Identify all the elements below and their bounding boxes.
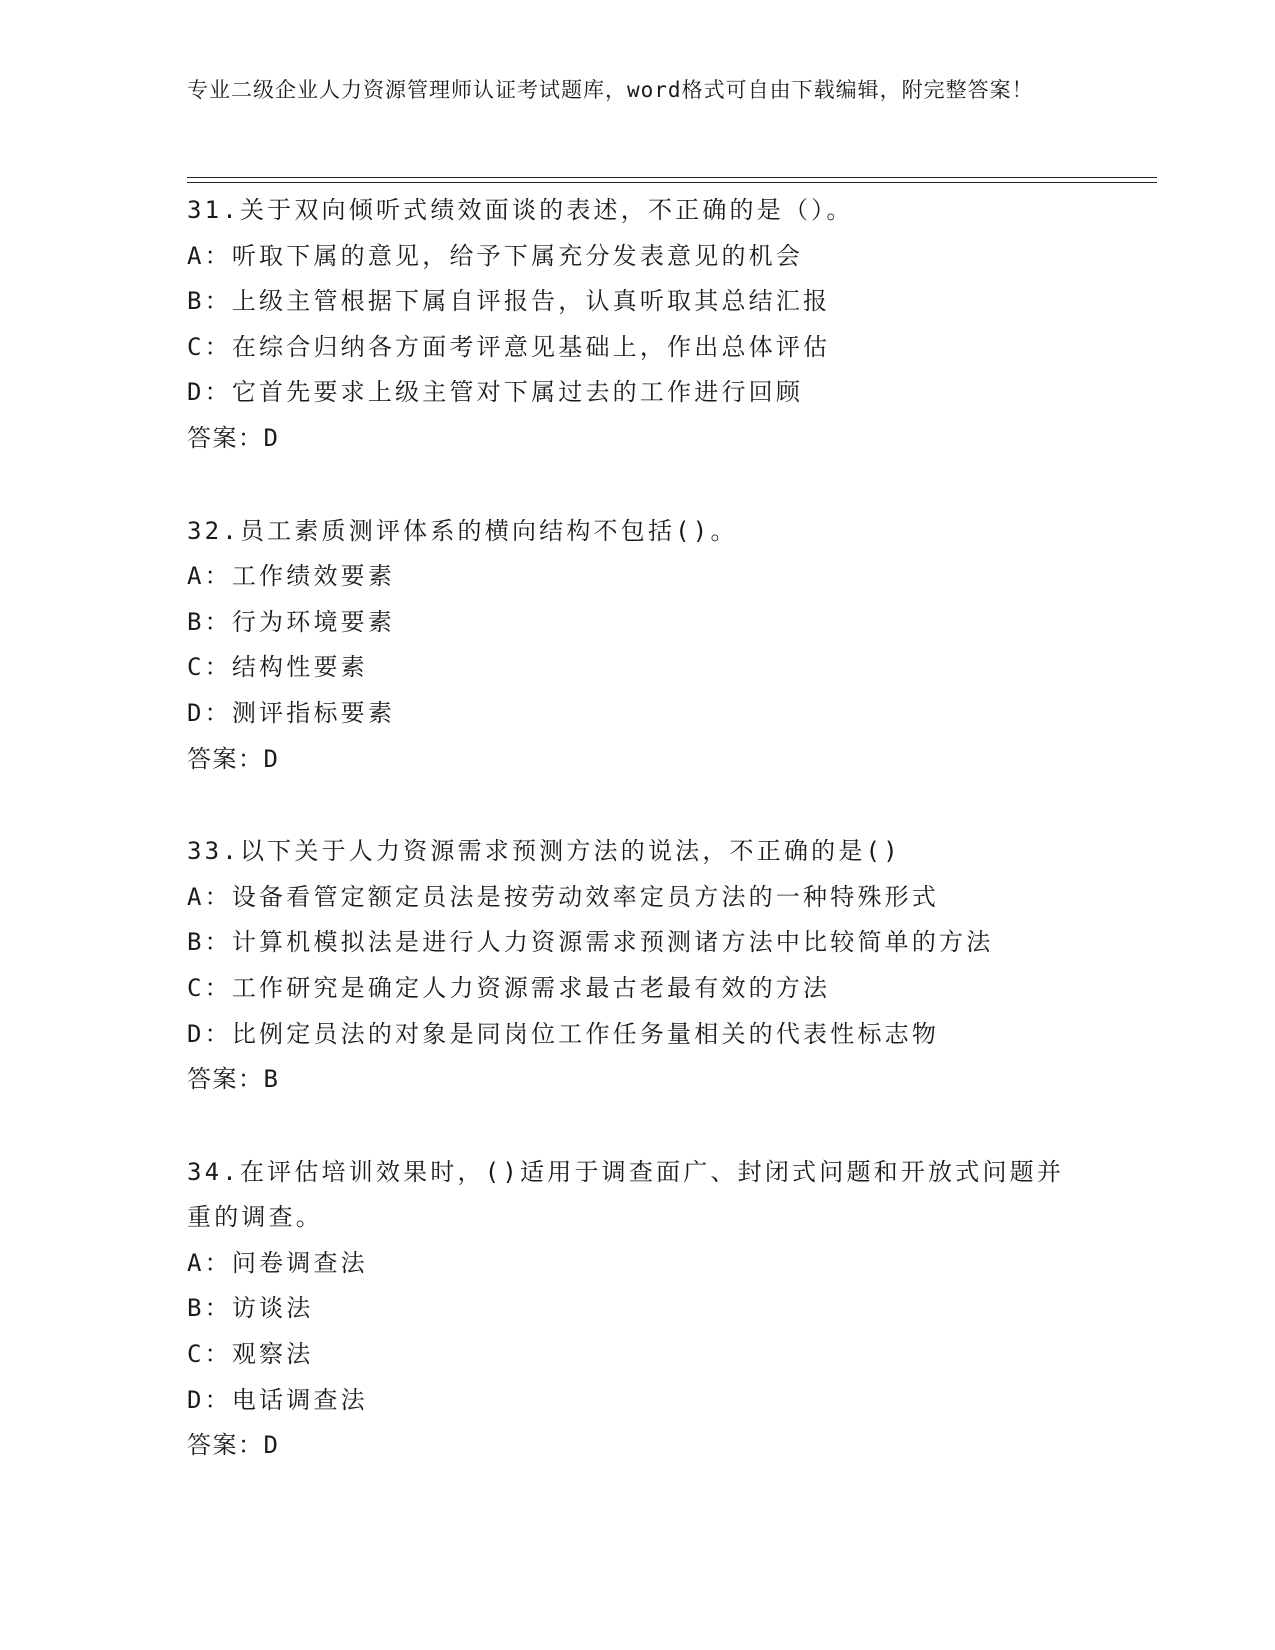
option-b: B：计算机模拟法是进行人力资源需求预测诸方法中比较简单的方法 <box>187 928 994 957</box>
option-c: C：观察法 <box>187 1340 314 1369</box>
header-divider-top <box>187 177 1157 178</box>
question-list <box>187 188 1087 1516</box>
option-a: A：听取下属的意见，给予下属充分发表意见的机会 <box>187 241 804 270</box>
option-c: C：在综合归纳各方面考评意见基础上，作出总体评估 <box>187 332 831 361</box>
header-divider-bottom <box>187 182 1157 183</box>
answer-label: 答案：D <box>187 1431 280 1460</box>
question-34 <box>187 1150 1087 1469</box>
option-d: D：电话调查法 <box>187 1385 368 1414</box>
option-b: B：上级主管根据下属自评报告，认真听取其总结汇报 <box>187 287 831 316</box>
question-32 <box>187 509 1087 783</box>
answer-label: 答案：B <box>187 1065 280 1094</box>
answer-label: 答案：D <box>187 423 280 452</box>
answer-label: 答案：D <box>187 744 280 773</box>
option-d: D：测评指标要素 <box>187 698 396 727</box>
question-stem: 32.员工素质测评体系的横向结构不包括()。 <box>187 516 738 545</box>
option-c: C：结构性要素 <box>187 653 368 682</box>
question-stem: 31.关于双向倾听式绩效面谈的表述，不正确的是（）。 <box>187 196 854 224</box>
option-a: A：设备看管定额定员法是按劳动效率定员方法的一种特殊形式 <box>187 882 940 911</box>
option-d: D：它首先要求上级主管对下属过去的工作进行回顾 <box>187 378 804 407</box>
option-b: B：访谈法 <box>187 1294 314 1323</box>
question-stem: 34.在评估培训效果时，()适用于调查面广、封闭式问题和开放式问题并重的调查。 <box>187 1157 1065 1232</box>
question-stem: 33.以下关于人力资源需求预测方法的说法，不正确的是() <box>187 837 901 866</box>
question-31 <box>187 188 1087 462</box>
document-header: 专业二级企业人力资源管理师认证考试题库，word格式可自由下载编辑，附完整答案！ <box>187 78 1034 102</box>
option-c: C：工作研究是确定人力资源需求最古老最有效的方法 <box>187 973 831 1002</box>
option-a: A：问卷调查法 <box>187 1248 368 1277</box>
question-33 <box>187 829 1087 1103</box>
option-a: A：工作绩效要素 <box>187 562 396 591</box>
option-d: D：比例定员法的对象是同岗位工作任务量相关的代表性标志物 <box>187 1019 940 1048</box>
option-b: B：行为环境要素 <box>187 607 396 636</box>
